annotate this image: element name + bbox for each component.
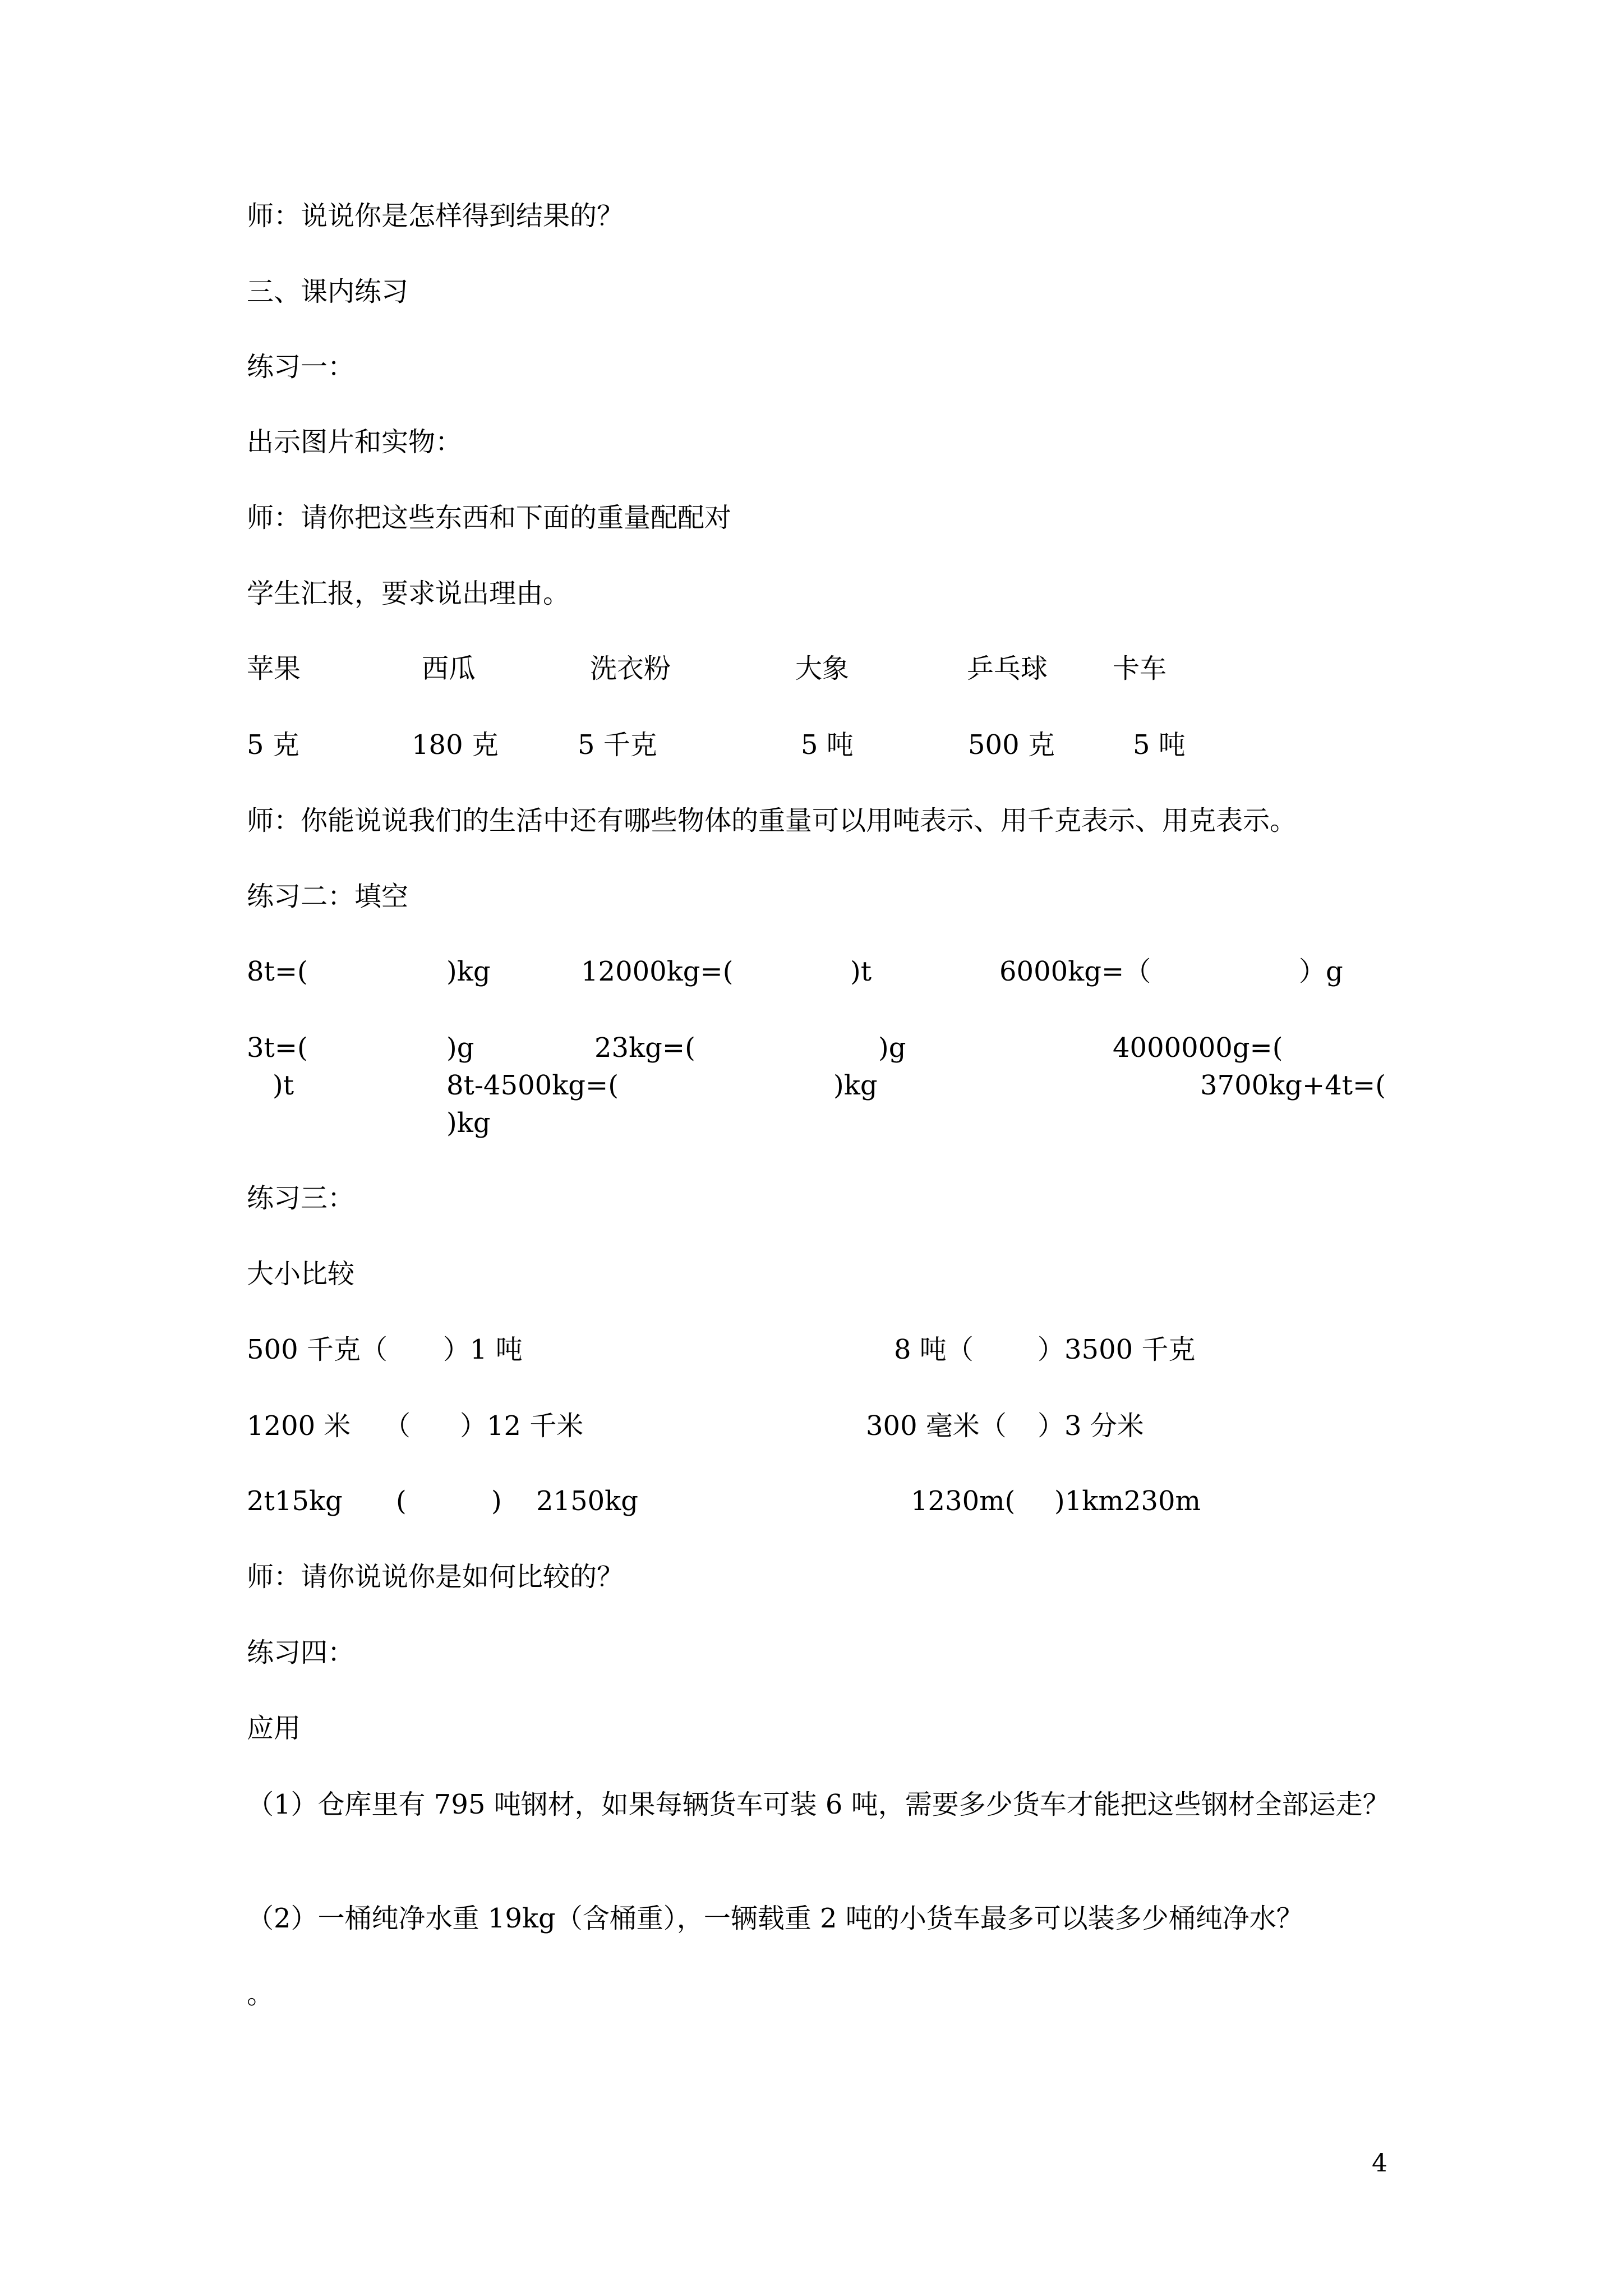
exercise-three-heading: 练习三： [247,1182,355,1214]
compare-expression: ）12 千米 [460,1410,584,1442]
compare-expression: ）3 分米 [1038,1410,1144,1442]
blank-expression: )kg [833,1070,878,1101]
blank-expression: 12000kg=( [581,956,734,987]
weight-item: 5 吨 [1133,729,1186,761]
exercise-four-heading: 练习四： [247,1637,355,1668]
blank-expression: 6000kg=（ [999,956,1151,987]
weight-item: 5 千克 [578,729,657,761]
blank-expression: 3t=( [247,1032,308,1064]
teacher-compare-question: 师：请你说说你是如何比较的？ [247,1561,624,1593]
compare-expression: 1230m( [911,1485,1016,1517]
compare-expression: 300 毫米（ [866,1410,1007,1442]
compare-heading: 大小比较 [247,1258,355,1290]
weight-item: 5 克 [247,729,299,761]
blank-expression: )g [446,1032,474,1064]
blank-expression: )t [273,1070,294,1101]
page-number: 4 [1372,2149,1387,2178]
compare-expression: 1200 米 [247,1410,351,1442]
teacher-matching-instruction: 师：请你把这些东西和下面的重量配配对 [247,502,732,533]
blank-expression: 4000000g=( [1113,1032,1283,1064]
blank-expression: 23kg=( [594,1032,695,1064]
exercise-one-heading: 练习一： [247,351,355,383]
application-heading: 应用 [247,1713,301,1744]
blank-expression: ）g [1299,956,1343,987]
application-problem-2: （2）一桶纯净水重 19kg（含桶重），一辆载重 2 吨的小货车最多可以装多少桶纯净水？ [247,1903,1303,1934]
blank-expression: )kg [446,1107,491,1139]
object-item: 乒乓球 [967,653,1048,684]
section-heading-practice: 三、课内练习 [247,276,409,307]
blank-expression: 8t=( [247,956,308,987]
stray-period: 。 [247,1978,274,2010]
compare-expression: ）3500 千克 [1038,1334,1196,1365]
student-report-text: 学生汇报，要求说出理由。 [247,578,570,609]
object-item: 卡车 [1113,653,1167,684]
weight-item: 5 吨 [801,729,854,761]
blank-expression: )g [878,1032,906,1064]
show-pictures-text: 出示图片和实物： [247,426,463,458]
blank-expression: )kg [446,956,491,987]
compare-expression: )1km230m [1054,1485,1201,1517]
object-item: 洗衣粉 [590,653,671,684]
blank-expression: )t [850,956,872,987]
compare-expression: （ [384,1410,411,1442]
compare-expression: 8 吨（ [894,1334,974,1365]
weight-item: 500 克 [968,729,1055,761]
compare-expression: 2150kg [536,1485,638,1517]
blank-expression: 8t-4500kg=( [446,1070,619,1101]
object-item: 大象 [795,653,850,684]
compare-expression: ）1 吨 [443,1334,523,1365]
object-item: 苹果 [247,653,301,684]
compare-expression: 2t15kg [247,1485,343,1517]
compare-expression: ( [396,1485,407,1517]
compare-expression: ) [491,1485,502,1517]
exercise-two-heading: 练习二：填空 [247,881,409,912]
compare-expression: 500 千克（ [247,1334,388,1365]
blank-expression: 3700kg+4t=( [1200,1070,1386,1101]
object-item: 西瓜 [422,653,476,684]
teacher-question-result: 师：说说你是怎样得到结果的？ [247,200,624,232]
teacher-life-question: 师：你能说说我们的生活中还有哪些物体的重量可以用吨表示、用千克表示、用克表示。 [247,805,1297,836]
weight-item: 180 克 [412,729,499,761]
application-problem-1: （1）仓库里有 795 吨钢材，如果每辆货车可装 6 吨，需要多少货车才能把这些钢材全部运走？ [247,1789,1390,1820]
